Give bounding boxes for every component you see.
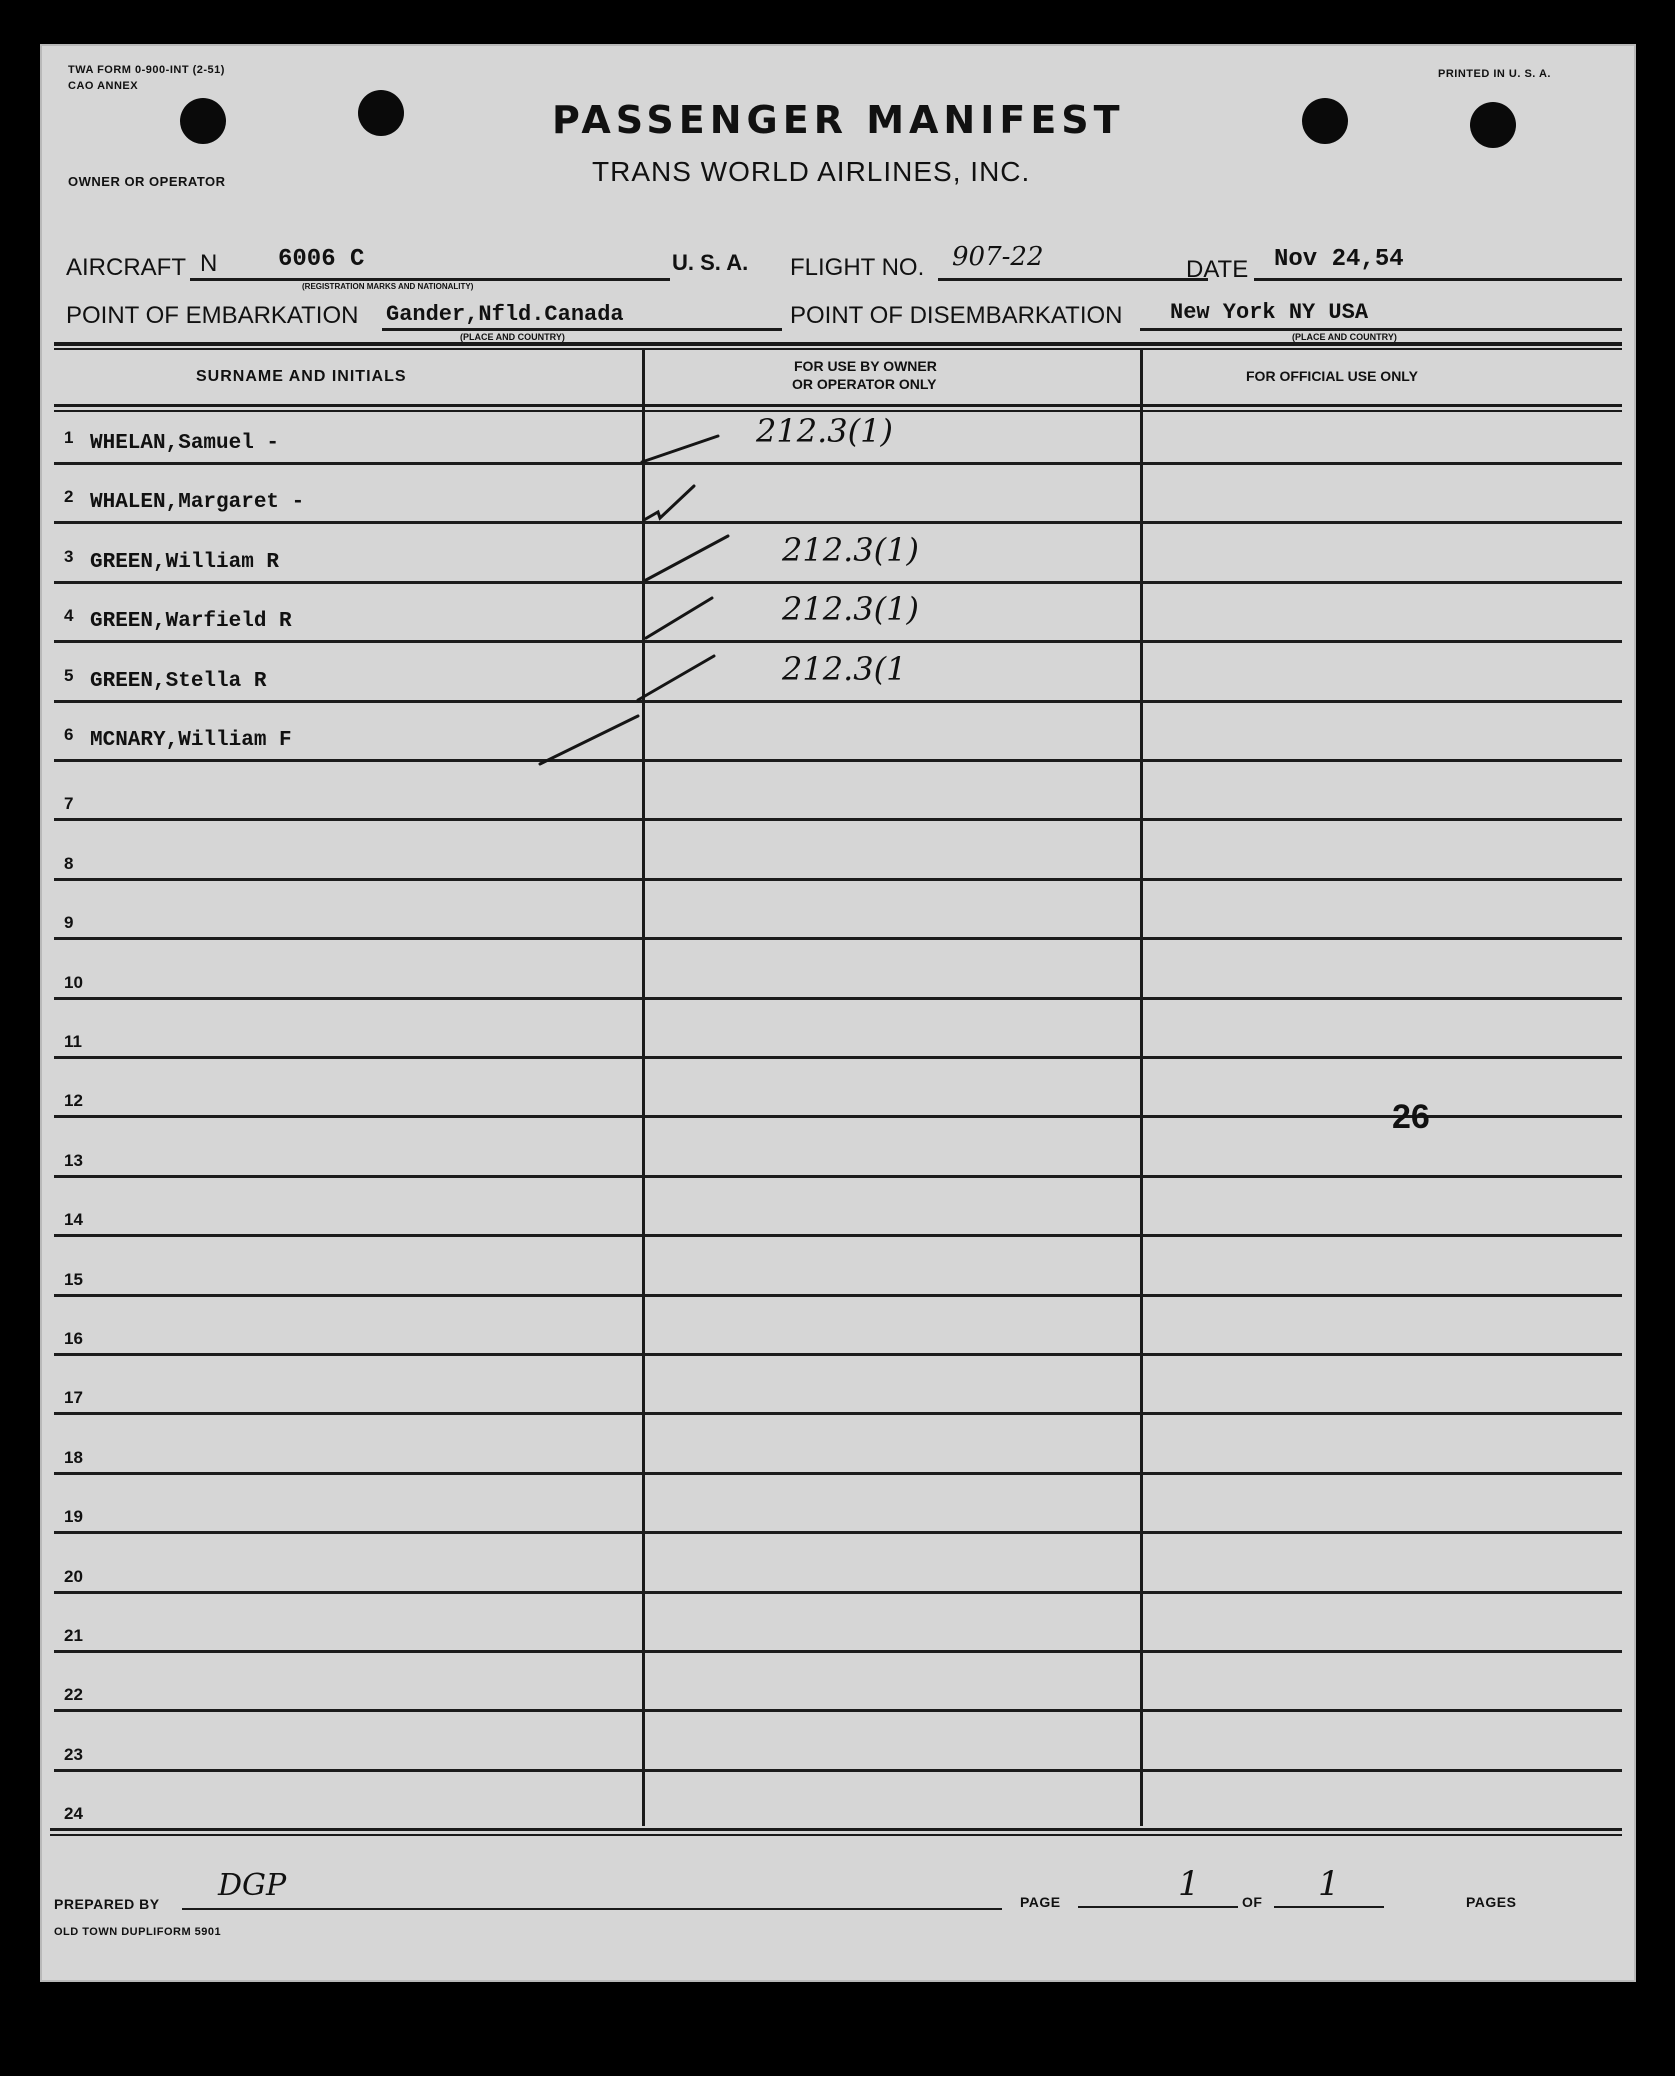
col-header-owner-1: FOR USE BY OWNER (794, 358, 937, 374)
date-value: Nov 24,54 (1274, 246, 1404, 273)
owner-label: OWNER OR OPERATOR (68, 174, 226, 189)
aircraft-prefix: N (200, 250, 218, 277)
disembark-value: New York NY USA (1170, 300, 1369, 325)
of-value: 1 (1318, 1864, 1340, 1904)
row-number: 23 (64, 1745, 83, 1764)
check-mark (644, 486, 694, 520)
col-header-name: SURNAME AND INITIALS (196, 368, 407, 385)
manifest-sheet (40, 44, 1636, 1982)
embark-value: Gander,Nfld.Canada (386, 302, 624, 327)
flight-label: FLIGHT NO. (790, 254, 925, 281)
row-number: 10 (64, 973, 83, 992)
passenger-name: GREEN,Warfield R (90, 610, 292, 633)
table-bottom-rule (50, 1828, 1622, 1831)
aircraft-label: AIRCRAFT (66, 254, 186, 281)
row-number: 17 (64, 1388, 83, 1407)
of-underline (1274, 1906, 1384, 1908)
owner-code: 212.3(1) (756, 412, 893, 450)
col-header-official: FOR OFFICIAL USE ONLY (1246, 368, 1418, 384)
passenger-name: WHALEN,Margaret - (90, 491, 305, 514)
check-mark (642, 436, 718, 462)
embark-caption: (PLACE AND COUNTRY) (460, 332, 565, 342)
form-id-line2: CAO ANNEX (68, 80, 139, 92)
row-number: 9 (64, 913, 74, 932)
row-number: 6 (64, 725, 74, 744)
disembark-caption: (PLACE AND COUNTRY) (1292, 332, 1397, 342)
official-mark: 26 (1392, 1098, 1430, 1136)
owner-code: 212.3(1) (782, 531, 919, 569)
row-number: 13 (64, 1151, 83, 1170)
check-mark (646, 598, 712, 638)
row-number: 5 (64, 666, 74, 685)
page-label: PAGE (1020, 1894, 1061, 1910)
passenger-name: WHELAN,Samuel - (90, 432, 280, 455)
aircraft-value: 6006 C (278, 246, 365, 273)
row-number: 11 (64, 1032, 82, 1051)
usa-label: U. S. A. (672, 250, 749, 275)
prepared-underline (182, 1908, 1002, 1910)
col-header-owner-2: OR OPERATOR ONLY (792, 376, 937, 392)
check-mark (638, 656, 714, 700)
passenger-name: GREEN,William R (90, 551, 280, 574)
aircraft-caption: (REGISTRATION MARKS AND NATIONALITY) (302, 282, 474, 291)
row-number: 20 (64, 1567, 83, 1586)
embark-label: POINT OF EMBARKATION (66, 302, 359, 329)
passenger-name: GREEN,Stella R (90, 670, 267, 693)
row-number: 14 (64, 1210, 83, 1229)
row-number: 8 (64, 854, 74, 873)
check-mark (540, 716, 638, 764)
page-value: 1 (1178, 1864, 1200, 1904)
flight-value: 907-22 (952, 242, 1044, 272)
row-number: 12 (64, 1091, 83, 1110)
passenger-name: MCNARY,William F (90, 729, 292, 752)
table-bottom-rule-2 (50, 1834, 1622, 1836)
of-label: OF (1242, 1894, 1263, 1910)
row-number: 7 (64, 794, 74, 813)
row-number: 21 (64, 1626, 83, 1645)
printed-in: PRINTED IN U. S. A. (1438, 68, 1551, 80)
disembark-label: POINT OF DISEMBARKATION (790, 302, 1123, 329)
row-number: 2 (64, 487, 74, 506)
prepared-value: DGP (218, 1868, 287, 1903)
date-label: DATE (1186, 256, 1249, 283)
page-underline (1078, 1906, 1238, 1908)
row-number: 18 (64, 1448, 83, 1467)
row-number: 1 (64, 428, 74, 447)
row-number: 4 (64, 606, 74, 625)
form-id-line1: TWA FORM 0-900-INT (2-51) (68, 64, 225, 76)
form-source: OLD TOWN DUPLIFORM 5901 (54, 1926, 222, 1938)
row-number: 22 (64, 1685, 83, 1704)
check-mark (646, 536, 728, 580)
row-number: 15 (64, 1270, 83, 1289)
owner-code: 212.3(1 (782, 650, 907, 688)
row-number: 3 (64, 547, 74, 566)
manifest-title: PASSENGER MANIFEST (552, 98, 1125, 142)
row-number: 24 (64, 1804, 83, 1823)
owner-code: 212.3(1) (782, 590, 919, 628)
check-marks-svg (42, 46, 1634, 1980)
prepared-label: PREPARED BY (54, 1896, 160, 1912)
airline-name: TRANS WORLD AIRLINES, INC. (592, 156, 1031, 187)
row-number: 16 (64, 1329, 83, 1348)
pages-label: PAGES (1466, 1894, 1517, 1910)
row-number: 19 (64, 1507, 83, 1526)
